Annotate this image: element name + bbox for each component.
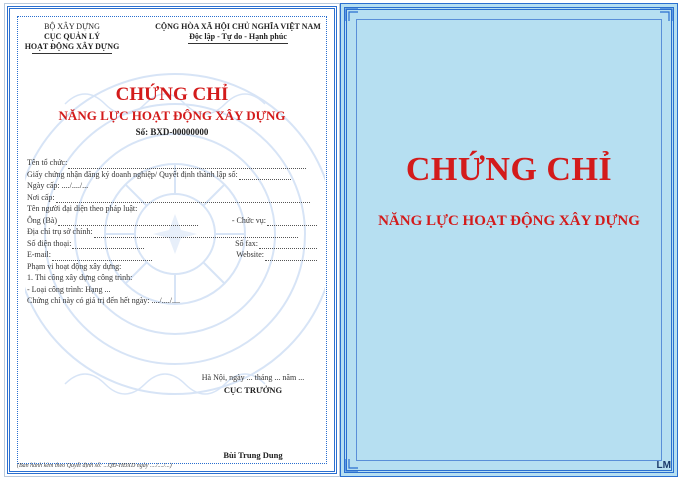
certificate-number: Số: BXD-00000000 xyxy=(135,127,209,137)
signer-name: Bùi Trung Dung xyxy=(223,450,283,460)
place-and-date: Hà Nội, ngày ... tháng ... năm ... xyxy=(201,373,305,382)
issuing-agency: BỘ XÂY DỰNG CỤC QUẢN LÝ HOẠT ĐỘNG XÂY DỰNG xyxy=(17,22,127,54)
cover-border xyxy=(344,7,674,473)
national-header: CỘNG HÒA XÃ HỘI CHỦ NGHĨA VIỆT NAM Độc lập - Tự do - Hạnh phúc xyxy=(143,22,333,44)
field-scope-item: 1. Thi công xây dựng công trình: xyxy=(27,273,133,282)
field-rep-name: Ông (Bà) - Chức vụ: xyxy=(27,215,317,227)
document-subtitle: NĂNG LỰC HOẠT ĐỘNG XÂY DỰNG xyxy=(58,108,286,123)
field-address: Địa chỉ trụ sở chính: xyxy=(27,226,317,238)
document-title: CHỨNG CHỈ xyxy=(115,84,229,105)
field-email-website: E-mail: Website: xyxy=(27,249,317,261)
certificate-cover-page xyxy=(340,3,678,477)
field-category: - Loại công trình: Hạng ... xyxy=(27,284,111,294)
corner-ornament-icon xyxy=(345,8,359,22)
field-validity: Chứng chỉ này có giá trị đến hết ngày: ..../..../.... xyxy=(27,296,180,305)
cover-title: CHỨNG CHỈ xyxy=(405,151,613,188)
certificate-inner-page xyxy=(4,3,340,477)
signer-title: CỤC TRƯỞNG xyxy=(223,385,283,395)
field-issue-date: Ngày cấp: ..../..../... xyxy=(27,181,89,190)
field-phone-fax: Số điện thoại: Số fax: xyxy=(27,238,317,250)
certificate-form xyxy=(27,157,317,307)
field-scope: Phạm vi hoạt động xây dựng: xyxy=(27,261,122,271)
watermark-logo: LM xyxy=(656,460,671,471)
field-issued-by: Nơi cấp: xyxy=(27,192,317,204)
field-registration: Giấy chứng nhận đăng ký doanh nghiệp/ Quyết định thành lập số: xyxy=(27,169,317,181)
field-legal-rep: Tên người đại diện theo pháp luật: xyxy=(27,204,138,213)
footnote: (Ban hành kèm theo Quyết định số: ...QĐ-HĐXD ngày ..../..../...) xyxy=(17,463,172,469)
cover-subtitle: NĂNG LỰC HOẠT ĐỘNG XÂY DỰNG xyxy=(378,213,640,229)
field-org-name: Tên tổ chức: xyxy=(27,157,317,169)
corner-ornament-icon xyxy=(345,458,359,472)
corner-ornament-icon xyxy=(659,8,673,22)
